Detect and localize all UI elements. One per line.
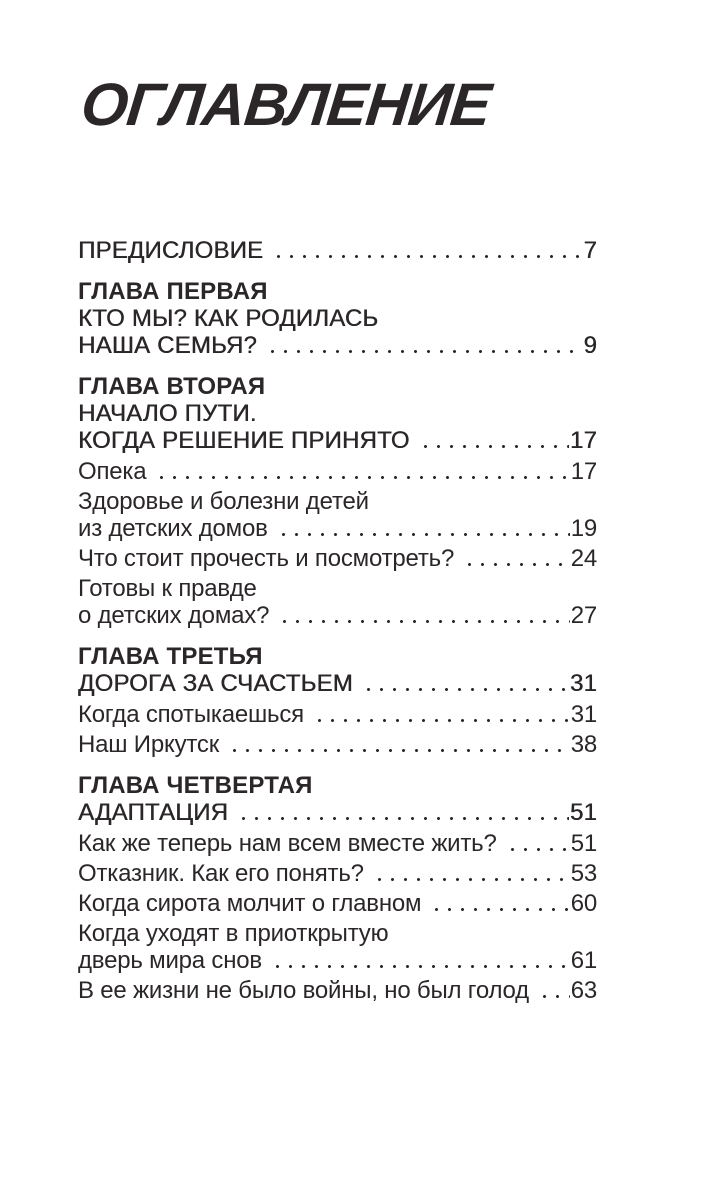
toc-entry: [78, 643, 597, 697]
toc-entry-title: НАША СЕМЬЯ?: [78, 332, 257, 359]
toc-entry-page-number: 31: [569, 670, 597, 697]
toc-entry: [78, 575, 597, 629]
toc-entry: [78, 890, 597, 917]
toc-entry-line: [78, 830, 597, 857]
toc-entry-line: [78, 602, 597, 629]
dot-leader: [309, 701, 570, 728]
toc-entry-title: НАЧАЛО ПУТИ.: [78, 400, 257, 427]
toc-entry-line: [78, 427, 597, 454]
toc-entry-line: [78, 515, 597, 542]
dot-leader: [534, 977, 570, 1004]
toc-entry-title: о детских домах?: [78, 602, 270, 629]
dot-leader: [358, 670, 569, 697]
toc-entry: [78, 458, 597, 485]
toc-entry-chapter-label: ГЛАВА ВТОРАЯ: [78, 373, 266, 400]
dot-leader: [233, 799, 569, 826]
toc-entry-page-number: 61: [570, 947, 597, 974]
toc-entry-title: КТО МЫ? КАК РОДИЛАСЬ: [78, 305, 379, 332]
dot-leader: [151, 458, 569, 485]
toc-entry-line: [78, 799, 597, 826]
toc-entry-page-number: 63: [570, 977, 597, 1004]
page-title: ОГЛАВЛЕНИЕ: [78, 71, 494, 138]
toc-entry-page-number: 7: [583, 237, 597, 264]
toc-entry-page-number: 19: [570, 515, 597, 542]
dot-leader: [369, 860, 570, 887]
dot-leader: [273, 515, 570, 542]
toc-entry-line: [78, 670, 597, 697]
toc-entry: [78, 278, 597, 359]
toc-entry-page-number: 38: [570, 731, 597, 758]
dot-leader: [502, 830, 570, 857]
toc-entry: [78, 731, 597, 758]
toc-entry: [78, 237, 597, 264]
toc-entry-line: [78, 400, 597, 427]
toc-entry-chapter-label: ГЛАВА ЧЕТВЕРТАЯ: [78, 772, 313, 799]
toc-entry-chapter-label: ГЛАВА ПЕРВАЯ: [78, 278, 268, 305]
toc-entry: [78, 488, 597, 542]
toc-entry-title: КОГДА РЕШЕНИЕ ПРИНЯТО: [78, 427, 410, 454]
toc-entry-title: Когда уходят в приоткрытую: [78, 920, 389, 947]
dot-leader: [426, 890, 569, 917]
toc-entry: [78, 920, 597, 974]
toc-entry-line: [78, 890, 597, 917]
toc-entry-title: В ее жизни не было войны, но был голод: [78, 977, 529, 1004]
toc-entry-line: [78, 305, 597, 332]
toc-entry-page-number: 60: [570, 890, 597, 917]
toc-entry-title: Наш Иркутск: [78, 731, 219, 758]
toc-entry-line: [78, 860, 597, 887]
toc-entry: [78, 830, 597, 857]
toc-entry-page-number: 9: [583, 332, 597, 359]
toc-entry-line: [78, 731, 597, 758]
toc-entry-line: [78, 977, 597, 1004]
dot-leader: [274, 602, 569, 629]
toc-entry-title: Что стоит прочесть и посмотреть?: [78, 545, 455, 572]
toc-entry-line: [78, 545, 597, 572]
toc-entry: [78, 545, 597, 572]
dot-leader: [459, 545, 570, 572]
toc-entry-title: дверь мира снов: [78, 947, 262, 974]
toc-entry-line: [78, 237, 597, 264]
toc-entry: [78, 977, 597, 1004]
toc-entry-page-number: 53: [570, 860, 597, 887]
dot-leader: [267, 947, 570, 974]
toc-entry-title: Здоровье и болезни детей: [78, 488, 369, 515]
toc-entry-title: Опека: [78, 458, 147, 485]
toc-entry-title: Отказник. Как его понять?: [78, 860, 364, 887]
toc-entry-title: Как же теперь нам всем вместе жить?: [78, 830, 497, 857]
toc-entry-title: ПРЕДИСЛОВИЕ: [78, 237, 264, 264]
toc-entry: [78, 860, 597, 887]
toc-entry: [78, 701, 597, 728]
toc-entry-page-number: 31: [570, 701, 597, 728]
toc-entry-line: [78, 920, 597, 947]
toc-entry-page-number: 24: [570, 545, 597, 572]
toc-entry-line: [78, 488, 597, 515]
dot-leader: [415, 427, 569, 454]
toc-entry: [78, 373, 597, 454]
toc-entry-chapter-label: ГЛАВА ТРЕТЬЯ: [78, 643, 263, 670]
dot-leader: [268, 237, 582, 264]
dot-leader: [262, 332, 583, 359]
toc-entry-line: [78, 332, 597, 359]
toc-entry-page-number: 17: [569, 427, 597, 454]
toc-entry-title: АДАПТАЦИЯ: [78, 799, 229, 826]
toc-entry-title: Когда спотыкаешься: [78, 701, 304, 728]
toc-entry: [78, 772, 597, 826]
toc-entry-line: [78, 575, 597, 602]
toc-entry-line: [78, 458, 597, 485]
toc-entry-page-number: 27: [570, 602, 597, 629]
toc-entry-page-number: 51: [569, 799, 597, 826]
toc-list: [78, 237, 597, 1004]
toc-entry-title: Когда сирота молчит о главном: [78, 890, 422, 917]
toc-entry-page-number: 51: [570, 830, 597, 857]
toc-entry-line: [78, 701, 597, 728]
dot-leader: [224, 731, 570, 758]
toc-entry-title: из детских домов: [78, 515, 268, 542]
toc-entry-title: ДОРОГА ЗА СЧАСТЬЕМ: [78, 670, 353, 697]
toc-entry-title: Готовы к правде: [78, 575, 257, 602]
toc-entry-line: [78, 947, 597, 974]
toc-entry-page-number: 17: [570, 458, 597, 485]
